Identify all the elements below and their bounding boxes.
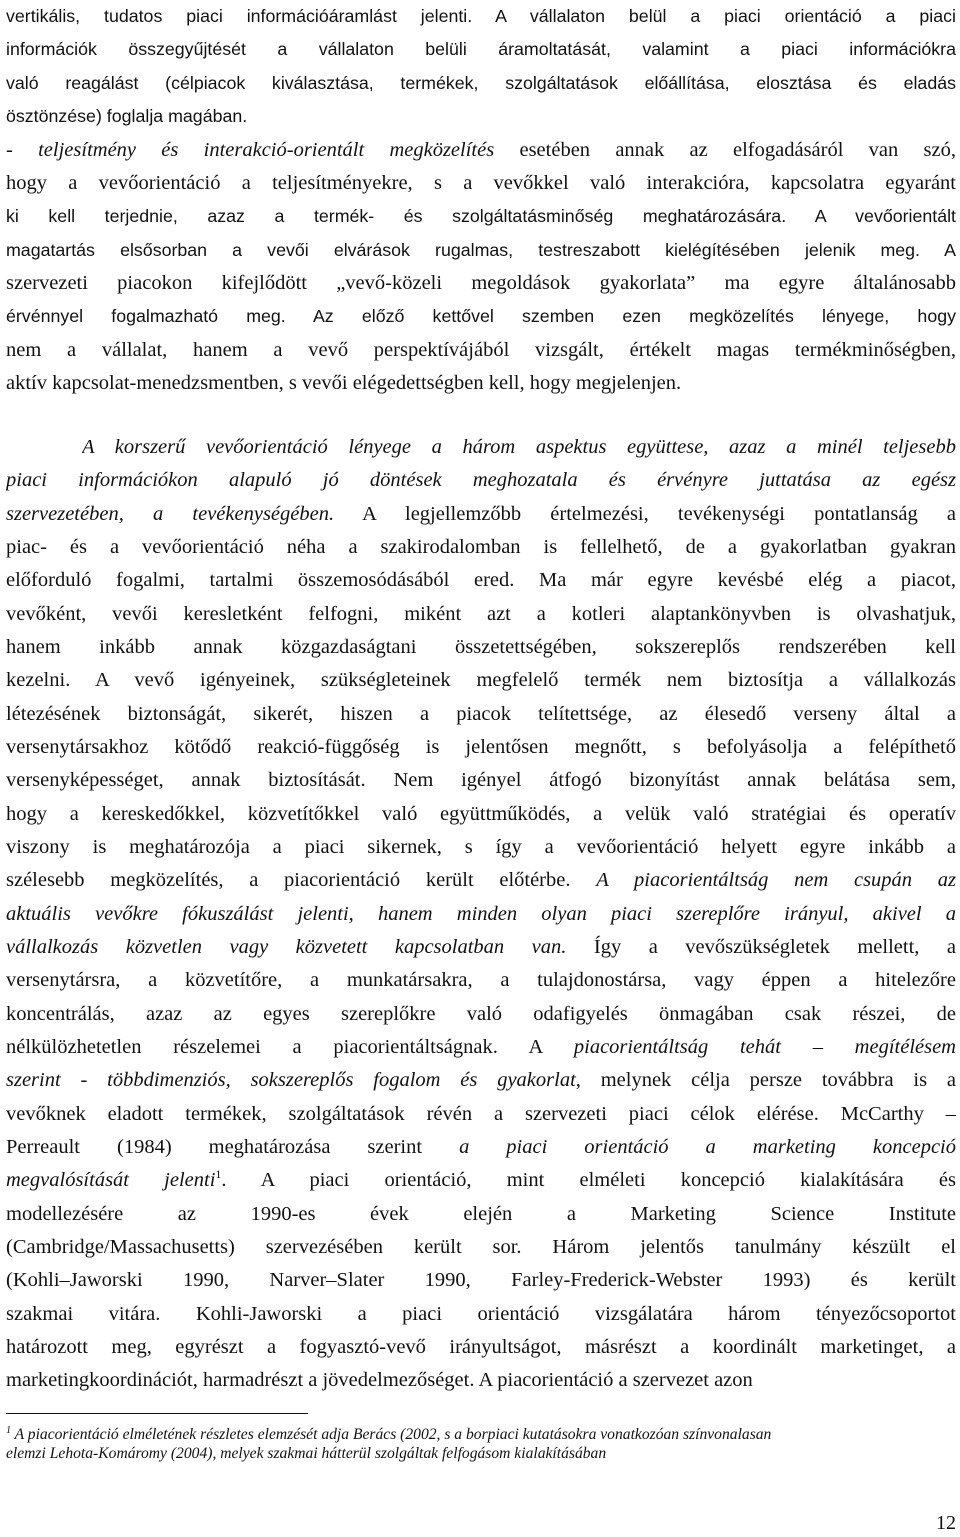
text-line: [6, 200, 956, 233]
text-segment: (Cambridge/Massachusetts) szervezésében került sor. Három jelentős tanulmány készült el: [6, 1236, 956, 1258]
text-line: [6, 1364, 956, 1397]
text-line: [6, 931, 956, 964]
text-segment: a piaci orientáció a marketing koncepció: [459, 1136, 956, 1158]
text-line: [6, 698, 956, 731]
text-line: [6, 367, 956, 400]
text-line: [6, 234, 956, 267]
text-segment: szervezeti piacokon kifejlődött „vevő-közeli megoldások gyakorlata” ma egyre általánosabb: [6, 272, 956, 294]
text-line: [6, 464, 956, 497]
text-segment: vállalkozás közvetlen vagy közvetett kapcsolatban van.: [6, 936, 567, 958]
text-line: [6, 764, 956, 797]
text-line: [6, 998, 956, 1031]
text-segment: vevőknek eladott termékek, szolgáltatások révén a szervezeti piaci célok elérése. McCarthy –: [6, 1103, 956, 1125]
text-line: [6, 731, 956, 764]
text-segment: versenyképességet, annak biztosítását. Nem igényel átfogó bizonyítást annak belátása sem,: [6, 769, 956, 791]
text-segment: (Kohli–Jaworski 1990, Narver–Slater 1990, Farley-Frederick-Webster 1993) és került: [6, 1269, 956, 1291]
text-line: [6, 300, 956, 333]
text-segment: aktuális vevőkre fókuszálást jelenti, hanem minden olyan piaci szereplőre irányul, akivel a: [6, 903, 956, 925]
text-segment: Perreault (1984) meghatározása szerint: [6, 1136, 460, 1158]
text-line: [6, 1131, 956, 1164]
text-segment: szélesebb megközelítés, a piacorientáció került előtérbe.: [6, 869, 597, 891]
text-segment: vertikális, tudatos piaci információáramlást jelenti. A vállalaton belül a piaci orientáció a piaci: [6, 6, 956, 26]
text-segment: piacorientáltság tehát – megítélésem: [573, 1036, 956, 1058]
text-segment: kezelni. A vevő igényeinek, szükségleteinek megfelelő termék nem biztosítja a vállalkozás: [6, 669, 956, 691]
text-line: [6, 831, 956, 864]
text-segment: ki kell terjednie, azaz a termék- és szolgáltatásminőség meghatározására. A vevőorientált: [6, 206, 956, 226]
text-segment: szakmai vitára. Kohli-Jaworski a piaci orientáció vizsgálatára három tényezőcsoportot: [6, 1303, 956, 1325]
text-segment: érvénnyel fogalmazható meg. Az előző kettővel szemben ezen megközelítés lényege, hogy: [6, 306, 956, 326]
footnote-reference: 1: [215, 1167, 222, 1181]
text-line: [6, 1098, 956, 1131]
text-segment: ösztönzése) foglalja magában.: [6, 106, 248, 126]
text-line: [6, 1298, 956, 1331]
text-segment: megvalósítását jelenti: [6, 1169, 216, 1191]
text-line: [6, 898, 956, 931]
text-segment: piaci információkon alapuló jó döntések meghozatala és érvényre juttatása az egész: [6, 469, 956, 491]
text-segment: szerint - többdimenziós, sokszereplős fogalom és gyakorlat: [6, 1069, 576, 1091]
text-line: [6, 1064, 956, 1097]
text-segment: piac- és a vevőorientáció néha a szakirodalomban is fellelhető, de a gyakorlatban gyakran: [6, 536, 956, 558]
text-line: [6, 267, 956, 300]
text-line: [6, 1198, 956, 1231]
text-segment: hogy a vevőorientáció a teljesítményekre, s a vevőkkel való interakcióra, kapcsolatra egyaránt: [6, 172, 956, 194]
text-line: [6, 100, 956, 133]
text-segment: hanem inkább annak közgazdaságtani összetettségében, sokszereplős rendszerében kell: [6, 636, 956, 658]
page-number: 12: [936, 1512, 956, 1534]
text-segment: A legjellemzőbb értelmezési, tevékenységi pontatlanság a: [334, 503, 956, 525]
text-line: [6, 167, 956, 200]
text-segment: viszony is meghatározója a piaci sikernek, s így a vevőorientáció helyett egyre inkább a: [6, 836, 956, 858]
text-line: [6, 1231, 956, 1264]
text-segment: versenytársra, a közvetítőre, a munkatársakra, a tulajdonostársa, vagy éppen a hitelezőre: [6, 969, 956, 991]
text-segment: aktív kapcsolat-menedzsmentben, s vevői elégedettségben kell, hogy megjelenjen.: [6, 372, 682, 394]
text-line: [6, 964, 956, 997]
text-line: [6, 1164, 956, 1197]
text-segment: teljesítmény és interakció-orientált megközelítés: [38, 139, 495, 161]
text-line: [6, 664, 956, 697]
text-line: [6, 864, 956, 897]
text-segment: A korszerű vevőorientáció lényege a három aspektus együttese, azaz a minél teljesebb: [82, 436, 956, 458]
text-segment: előforduló fogalmi, tartalmi összemosódásából ered. Ma már egyre kevésbé elég a piacot,: [6, 569, 956, 591]
text-segment: A piacorientáltság nem csupán az: [596, 869, 956, 891]
text-segment: marketingkoordinációt, harmadrészt a jövedelmezőséget. A piacorientáció a szervezet azon: [6, 1369, 753, 1391]
text-line: [6, 334, 956, 367]
text-segment: , melynek célja persze továbbra is a: [575, 1069, 956, 1091]
footnote-separator: [6, 1413, 308, 1414]
text-segment: Így a vevőszükségletek mellett, a: [566, 936, 956, 958]
text-line: [6, 531, 956, 564]
text-line: [6, 1264, 956, 1297]
text-line: [6, 1331, 956, 1364]
text-segment: szervezetében, a tevékenységében.: [6, 503, 335, 525]
text-line: [6, 631, 956, 664]
text-segment: . A piaci orientáció, mint elméleti koncepció kialakítására és: [221, 1169, 956, 1191]
footnote-line-2: elemzi Lehota-Komáromy (2004), melyek szakmai hátterül szolgáltak felfogásom kialakításában: [6, 1445, 607, 1462]
text-segment: való reagálást (célpiacok kiválasztása, termékek, szolgáltatások előállítása, elosztása és eladás: [6, 73, 956, 93]
text-segment: magatartás elsősorban a vevői elvárások rugalmas, testreszabott kielégítésében jelenik meg. A: [6, 240, 956, 260]
text-line: [6, 0, 956, 33]
text-segment: versenytársakhoz kötődő reakció-függőség is jelentősen megnőtt, s befolyásolja a felépíthető: [6, 736, 956, 758]
text-segment: modellezésére az 1990-es évek elején a Marketing Science Institute: [6, 1203, 956, 1225]
text-line: [6, 1031, 956, 1064]
text-segment: -: [6, 139, 39, 161]
text-line: [6, 67, 956, 100]
text-segment: létezésének biztonságát, sikerét, hiszen a piacok telítettsége, az élesedő verseny által a: [6, 703, 956, 725]
text-segment: hogy a kereskedőkkel, közvetítőkkel való együttműködés, a velük való stratégiai és operatív: [6, 803, 956, 825]
text-segment: nélkülözhetetlen részelemei a piacorientáltságnak. A: [6, 1036, 574, 1058]
text-line: [6, 798, 956, 831]
text-segment: nem a vállalat, hanem a vevő perspektívájából vizsgált, értékelt magas termékminőségben,: [6, 339, 956, 361]
text-line: [82, 431, 956, 464]
text-line: [6, 134, 956, 167]
text-segment: határozott meg, egyrészt a fogyasztó-vevő irányultságot, másrészt a koordinált marketinget, a: [6, 1336, 956, 1358]
text-line: [6, 33, 956, 66]
text-line: [6, 564, 956, 597]
text-line: [6, 598, 956, 631]
text-segment: koncentrálás, azaz az egyes szereplőkre való odafigyelés önmagában csak részei, de: [6, 1003, 956, 1025]
text-line: [6, 498, 956, 531]
text-segment: esetében annak az elfogadásáról van szó,: [494, 139, 956, 161]
footnote-text-1: A piacorientáció elméletének részletes elemzését adja Berács (2002, s a borpiaci kutatásokra vonatkozóan színvonalasan: [14, 1426, 772, 1443]
footnote-marker: 1: [6, 1425, 11, 1436]
text-segment: vevőként, vevői keresletként felfogni, miként azt a kotleri alaptankönyvben is olvashatjuk,: [6, 603, 956, 625]
text-segment: információk összegyűjtését a vállalaton belüli áramoltatását, valamint a piaci információkra: [6, 39, 956, 59]
